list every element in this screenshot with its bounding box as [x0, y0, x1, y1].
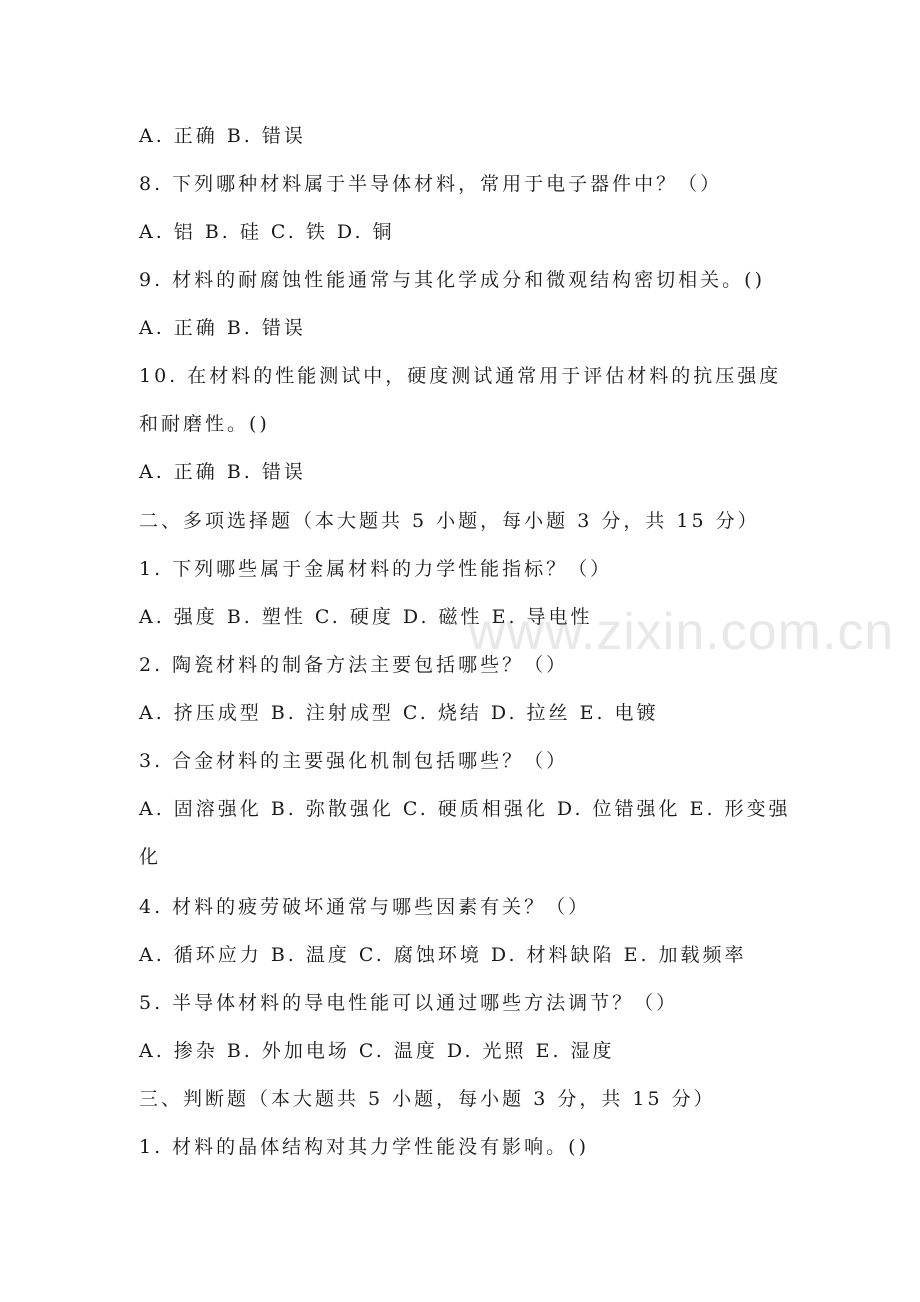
question-continuation-line: 和耐磨性。() [139, 413, 270, 435]
option-line: A. 掺杂 B. 外加电场 C. 温度 D. 光照 E. 湿度 [139, 1040, 615, 1062]
option-continuation-line: 化 [139, 846, 162, 868]
question-line: 3. 合金材料的主要强化机制包括哪些？（） [139, 750, 569, 772]
question-line: 5. 半导体材料的导电性能可以通过哪些方法调节？（） [139, 992, 679, 1014]
section-heading: 三、判断题（本大题共 5 小题，每小题 3 分，共 15 分） [139, 1088, 716, 1110]
question-line: 4. 材料的疲劳破坏通常与哪些因素有关？（） [139, 896, 591, 918]
option-line: A. 固溶强化 B. 弥散强化 C. 硬质相强化 D. 位错强化 E. 形变强 [139, 798, 791, 820]
option-line: A. 强度 B. 塑性 C. 硬度 D. 磁性 E. 导电性 [139, 606, 593, 628]
question-line: 1. 材料的晶体结构对其力学性能没有影响。() [139, 1136, 589, 1158]
question-line: 2. 陶瓷材料的制备方法主要包括哪些？（） [139, 654, 569, 676]
question-line: 1. 下列哪些属于金属材料的力学性能指标？（） [139, 558, 613, 580]
option-line: A. 正确 B. 错误 [139, 461, 306, 483]
question-line: 9. 材料的耐腐蚀性能通常与其化学成分和微观结构密切相关。() [139, 269, 765, 291]
option-line: A. 循环应力 B. 温度 C. 腐蚀环境 D. 材料缺陷 E. 加载频率 [139, 944, 747, 966]
option-line: A. 正确 B. 错误 [139, 317, 306, 339]
section-heading: 二、多项选择题（本大题共 5 小题，每小题 3 分，共 15 分） [139, 510, 760, 532]
watermark: www.zixin.com.cn [468, 603, 895, 661]
question-line: 10. 在材料的性能测试中，硬度测试通常用于评估材料的抗压强度 [139, 365, 782, 387]
option-line: A. 挤压成型 B. 注射成型 C. 烧结 D. 拉丝 E. 电镀 [139, 702, 659, 724]
question-line: 8. 下列哪种材料属于半导体材料，常用于电子器件中？（） [139, 173, 723, 195]
option-line: A. 正确 B. 错误 [139, 125, 306, 147]
option-line: A. 铝 B. 硅 C. 铁 D. 铜 [139, 221, 395, 243]
